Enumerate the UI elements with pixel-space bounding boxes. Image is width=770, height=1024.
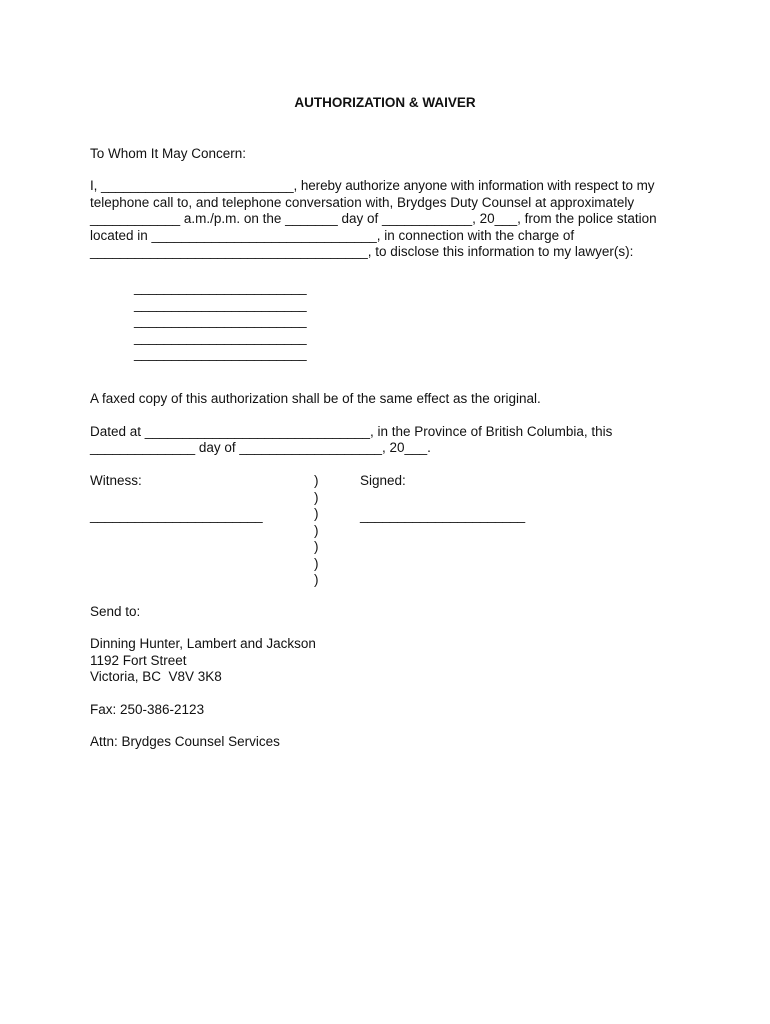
authorization-line-4: located in ______________________________, in connection with the charge of (90, 228, 575, 243)
lawyer-line: _______________________ (134, 280, 307, 295)
bracket-paren: ) (314, 572, 319, 587)
faxed-copy-note: A faxed copy of this authorization shall be of the same effect as the original. (90, 391, 541, 406)
authorization-line-2: telephone call to, and telephone conversation with, Brydges Duty Counsel at approximately (90, 195, 635, 210)
lawyer-line: _______________________ (134, 297, 307, 312)
signed-label: Signed: (360, 473, 406, 488)
authorization-line-3: ____________ a.m./p.m. on the _______ day of ____________, 20___, from the police station (90, 211, 657, 226)
bracket-paren: ) (314, 556, 319, 571)
send-to-label: Send to: (90, 604, 141, 619)
lawyer-line: _______________________ (134, 313, 307, 328)
recipient-fax: Fax: 250-386-2123 (90, 702, 205, 717)
authorization-line-1: I, __________________________, hereby authorize anyone with information with respect to my (90, 178, 655, 193)
recipient-name: Dinning Hunter, Lambert and Jackson (90, 636, 316, 651)
recipient-city: Victoria, BC V8V 3K8 (90, 669, 222, 684)
bracket-paren: ) (314, 473, 319, 488)
witness-signature-line: _______________________ (90, 508, 263, 523)
signed-signature-line: ______________________ (360, 508, 526, 523)
lawyer-line: _______________________ (134, 330, 307, 345)
document-title: AUTHORIZATION & WAIVER (294, 95, 476, 110)
dated-line-2: ______________ day of ___________________, 20___. (90, 440, 431, 455)
authorization-line-5: _____________________________________, to disclose this information to my lawyer(s): (90, 244, 634, 259)
bracket-paren: ) (314, 539, 319, 554)
recipient-street: 1192 Fort Street (90, 653, 187, 668)
bracket-paren: ) (314, 523, 319, 538)
witness-label: Witness: (90, 473, 142, 488)
salutation: To Whom It May Concern: (90, 146, 247, 161)
dated-line-1: Dated at ______________________________, in the Province of British Columbia, this (90, 424, 613, 439)
lawyer-line: _______________________ (134, 346, 307, 361)
recipient-attn: Attn: Brydges Counsel Services (90, 734, 280, 749)
bracket-paren: ) (314, 506, 319, 521)
bracket-paren: ) (314, 490, 319, 505)
